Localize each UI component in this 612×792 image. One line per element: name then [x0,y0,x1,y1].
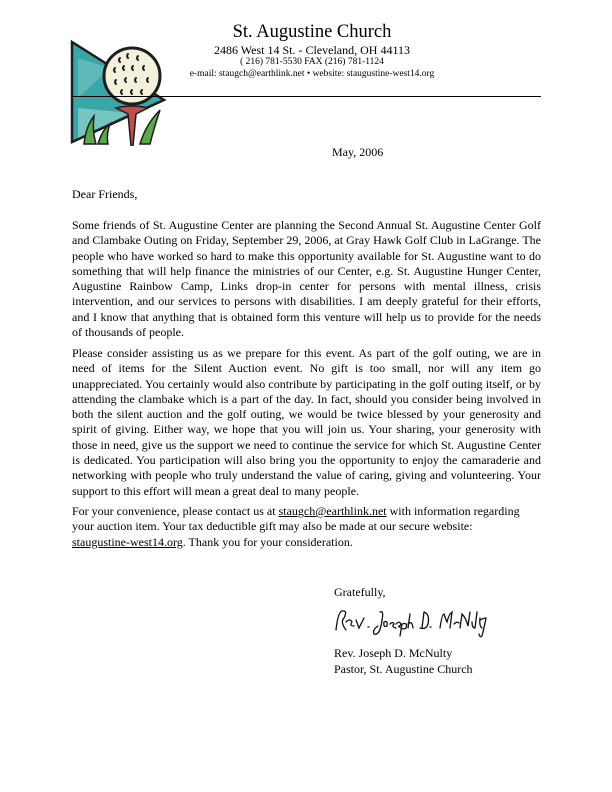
organization-address: 2486 West 14 St. - Cleveland, OH 44113 [213,43,411,57]
golf-ball-on-tee-icon [70,38,178,146]
paragraph-3 [72,504,541,550]
letterhead-divider [72,96,541,97]
closing: Gratefully, [334,585,386,599]
organization-contact: e-mail: staugch@earthlink.net • website: staugustine-west14.org [189,69,435,79]
paragraph-3-text-2: with information regarding your auction item. Your tax deductible gift may also be made at our secure website: [72,504,520,534]
signer-title: Pastor, St. Augustine Church [334,661,473,676]
paragraph-3-text-1: For your convenience, please contact us at [72,504,279,518]
paragraph-2: Please consider assisting us as we prepare for this event. As part of the golf outing, we are in need of items for the Silent Auction event. No gift is too small, nor will any item go unappreciated. You certainly would also contribute by participating in the golf outing itself, or by attending the clambake which is a part of the day. In fact, should you consider being involved in both the silent auction and the golf outing, we would be twice blessed by your generosity and spirit of giving. Either way, we hope that you will join us. Your sharing, your generosity with those in need, give us the support we need to continue the service for which St. Augustine Center is dedicated. You participation will also bring you the opportunity to enjoy the camaraderie and networking with people who truly understand the value of caring, giving and volunteering. Your support to this effort will mean a great deal to many people. [72,346,541,498]
organization-name: St. Augustine Church [232,22,392,42]
salutation: Dear Friends, [72,187,138,201]
email-link[interactable]: staugch@earthlink.net [278,504,387,518]
paragraph-1: Some friends of St. Augustine Center are planning the Second Annual St. Augustine Center Golf and Clambake Outing on Friday, September 29, 2006, at Gray Hawk Golf Club in LaGrange. The people who have worked so hard to make this opportunity available for St. Augustine want to do something that will help finance the ministries of our Center, e.g. St. Augustine Hunger Center, Augustine Rainbow Camp, Links drop-in center for persons with mental illness, crisis intervention, and our services to persons with disabilities. I am deeply grateful for their efforts, and I know that anything that is obtained form this venture will help us to provide for the needs of thousands of people. [72,218,541,340]
letter-date: May, 2006 [332,145,384,159]
signer-name: Rev. Joseph D. McNulty [334,646,453,660]
signature-image [332,606,490,638]
signer-block [334,646,473,677]
website-link[interactable]: staugustine-west14.org [72,534,183,549]
organization-phone: ( 216) 781-5530 FAX (216) 781-1124 [240,57,384,67]
paragraph-3-text-3: . Thank you for your consideration. [182,534,353,549]
